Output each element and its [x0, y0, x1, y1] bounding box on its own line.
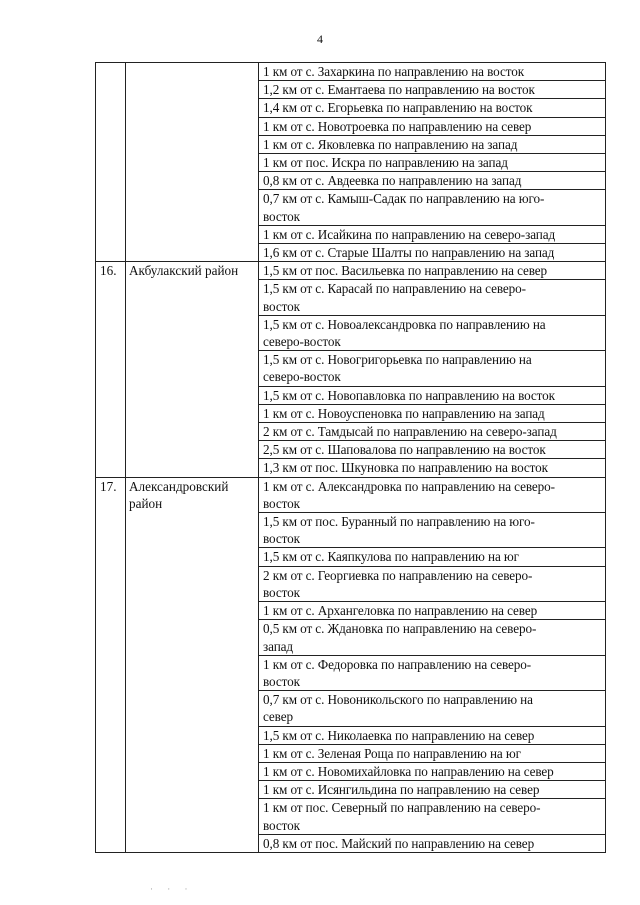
location-cell: 1 км от с. Новоуспеновка по направлению на запад	[259, 404, 606, 422]
location-cell: 1,5 км от с. Новопавловка по направлению на восток	[259, 386, 606, 404]
district-name: Акбулакский район	[126, 262, 259, 477]
scan-artifact: · · ·	[150, 884, 194, 894]
location-cell: 1,5 км от с. Новогригорьевка по направлению на северо-восток	[259, 351, 606, 386]
location-cell: 1 км от с. Новомихайловка по направлению на север	[259, 762, 606, 780]
locations-table	[95, 62, 606, 853]
location-cell: 1 км от с. Зеленая Роща по направлению на юг	[259, 744, 606, 762]
location-cell: 2 км от с. Георгиевка по направлению на северо- восток	[259, 566, 606, 601]
row-number: 16.	[96, 262, 126, 477]
location-cell: 0,7 км от с. Новоникольского по направлению на север	[259, 691, 606, 726]
location-cell: 1,6 км от с. Старые Шалты по направлению на запад	[259, 244, 606, 262]
location-cell: 1 км от с. Новотроевка по направлению на север	[259, 117, 606, 135]
location-cell: 0,8 км от с. Авдеевка по направлению на запад	[259, 172, 606, 190]
location-cell: 0,8 км от пос. Майский по направлению на север	[259, 834, 606, 852]
location-cell: 2 км от с. Тамдысай по направлению на северо-запад	[259, 423, 606, 441]
location-cell: 0,7 км от с. Камыш-Садак по направлению на юго- восток	[259, 190, 606, 225]
page-number: 4	[317, 32, 323, 46]
location-cell: 1 км от с. Архангеловка по направлению на север	[259, 602, 606, 620]
district-name	[126, 63, 259, 262]
location-cell: 1 км от с. Яковлевка по направлению на запад	[259, 135, 606, 153]
location-cell: 1,4 км от с. Егорьевка по направлению на восток	[259, 99, 606, 117]
location-cell: 1 км от с. Александровка по направлению на северо- восток	[259, 477, 606, 512]
location-cell: 1 км от с. Исайкина по направлению на северо-запад	[259, 225, 606, 243]
location-cell: 1 км от с. Захаркина по направлению на восток	[259, 63, 606, 81]
location-cell: 1,5 км от пос. Васильевка по направлению на север	[259, 262, 606, 280]
location-cell: 1,2 км от с. Емантаева по направлению на восток	[259, 81, 606, 99]
location-cell: 2,5 км от с. Шаповалова по направлению на восток	[259, 441, 606, 459]
location-cell: 1,5 км от пос. Буранный по направлению на юго- восток	[259, 513, 606, 548]
row-number: 17.	[96, 477, 126, 852]
location-cell: 1 км от пос. Искра по направлению на запад	[259, 154, 606, 172]
table-body	[96, 63, 606, 853]
location-cell: 1 км от с. Федоровка по направлению на северо- восток	[259, 655, 606, 690]
table-row	[96, 477, 606, 512]
location-cell: 1,3 км от пос. Шкуновка по направлению на восток	[259, 459, 606, 477]
location-cell: 1,5 км от с. Карасай по направлению на северо- восток	[259, 280, 606, 315]
location-cell: 1,5 км от с. Николаевка по направлению на север	[259, 726, 606, 744]
location-cell: 1 км от с. Исянгильдина по направлению на север	[259, 781, 606, 799]
location-cell: 1,5 км от с. Каяпкулова по направлению на юг	[259, 548, 606, 566]
location-cell: 0,5 км от с. Ждановка по направлению на северо- запад	[259, 620, 606, 655]
row-number	[96, 63, 126, 262]
location-cell: 1,5 км от с. Новоалександровка по направлению на северо-восток	[259, 315, 606, 350]
location-cell: 1 км от пос. Северный по направлению на северо- восток	[259, 799, 606, 834]
table-row	[96, 63, 606, 81]
table-row	[96, 262, 606, 280]
district-name: Александровский район	[126, 477, 259, 852]
